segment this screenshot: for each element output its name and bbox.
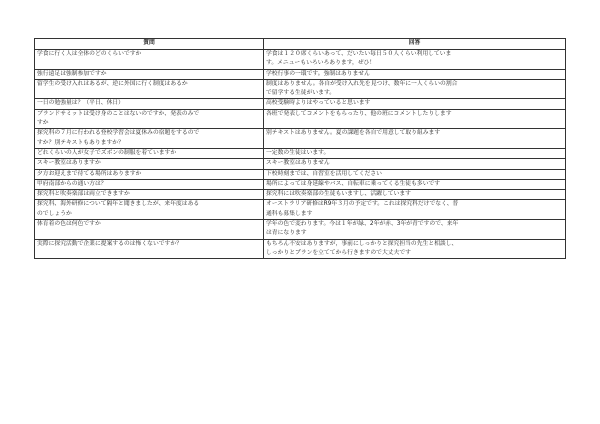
answer-cell: 学校行事の一環です。強制はありません: [264, 69, 566, 79]
answer-cell: 学食は１２０席くらいあって、だいたい毎日５０人くらい利用していま す。メニューもいろいろあります，ぜひ！: [264, 50, 566, 70]
question-cell: 学食に行く人は全体のどのくらいですか: [35, 50, 264, 70]
question-cell: 夕方お迎えまで待てる場所はありますか: [35, 169, 264, 179]
table-row: [35, 200, 566, 220]
answer-cell: もちろん不安はありますが，事前にしっかりと探究担当の先生と相談し、 しっかりとプランを立ててから行きますので大丈夫です: [264, 239, 566, 259]
answer-cell: オーストラリア研修はR9年３月の予定です。これは探究科だけでなく、普 通科も募集します: [264, 200, 566, 220]
question-cell: 強行遠足は強制参加ですか: [35, 69, 264, 79]
answer-cell: スキー教室はありません: [264, 159, 566, 169]
answer-cell: 一定数の生徒はいます。: [264, 148, 566, 158]
question-cell: 探究科の７月に行われる登校学習会は夏休みの宿題をするので すか？別テキストもありますか？: [35, 129, 264, 149]
table-row: [35, 50, 566, 70]
header-question: 質問: [35, 39, 264, 50]
answer-cell: 別テキストはありません。夏の課題を各自で用意して取り組みます: [264, 129, 566, 149]
question-cell: 探究科、海外研修について隔年と聞きましたが、来年度はある のでしょうか: [35, 200, 264, 220]
question-cell: 留学生の受け入れはあるが、逆に外国に行く制度はあるか: [35, 79, 264, 99]
question-cell: ブランドサミットは受け身のことはないのですか、発表のみで すか: [35, 109, 264, 129]
table-row: [35, 99, 566, 109]
question-cell: 体育着の色は何色ですか: [35, 220, 264, 240]
question-cell: 探究科と吹奏楽部は両立できますか: [35, 190, 264, 200]
answer-cell: 場所によっては身延線やバス、自転車に乗ってくる生徒も多いです: [264, 179, 566, 189]
header-answer: 回答: [264, 39, 566, 50]
question-cell: 甲府南部からの通い方は？: [35, 179, 264, 189]
table-row: [35, 79, 566, 99]
question-cell: 実際に探究活動で企業に提案するのは怖くないですか？: [35, 239, 264, 259]
table-row: [35, 129, 566, 149]
answer-cell: 下校時刻までは、自習室を活用してください: [264, 169, 566, 179]
answer-cell: 各班で発表してコメントをもらったり、他の班にコメントしたりします: [264, 109, 566, 129]
table-row: [35, 169, 566, 179]
answer-cell: 制度はありません。各自が受け入れ先を見つけ、数年に一人くらいの割合 で留学する生徒がいます。: [264, 79, 566, 99]
table-row: [35, 69, 566, 79]
answer-cell: 学年の色で変わります。今は１年が緑、2年が赤、3年が青ですので、来年 は青になります: [264, 220, 566, 240]
table-row: [35, 159, 566, 169]
table-row: [35, 239, 566, 259]
answer-cell: 高校受験時よりはやっていると思います: [264, 99, 566, 109]
question-cell: どれくらいの人が女子でズボンの制服を着ていますか: [35, 148, 264, 158]
table-row: [35, 220, 566, 240]
table-header-row: [35, 39, 566, 50]
question-cell: スキー教室はありますか: [35, 159, 264, 169]
qa-table: [34, 38, 566, 259]
answer-cell: 探究科には吹奏楽部の生徒もいますし、活躍しています: [264, 190, 566, 200]
table-row: [35, 190, 566, 200]
table-row: [35, 109, 566, 129]
table-row: [35, 179, 566, 189]
table-row: [35, 148, 566, 158]
question-cell: 一日の勉強量は？（平日、休日）: [35, 99, 264, 109]
